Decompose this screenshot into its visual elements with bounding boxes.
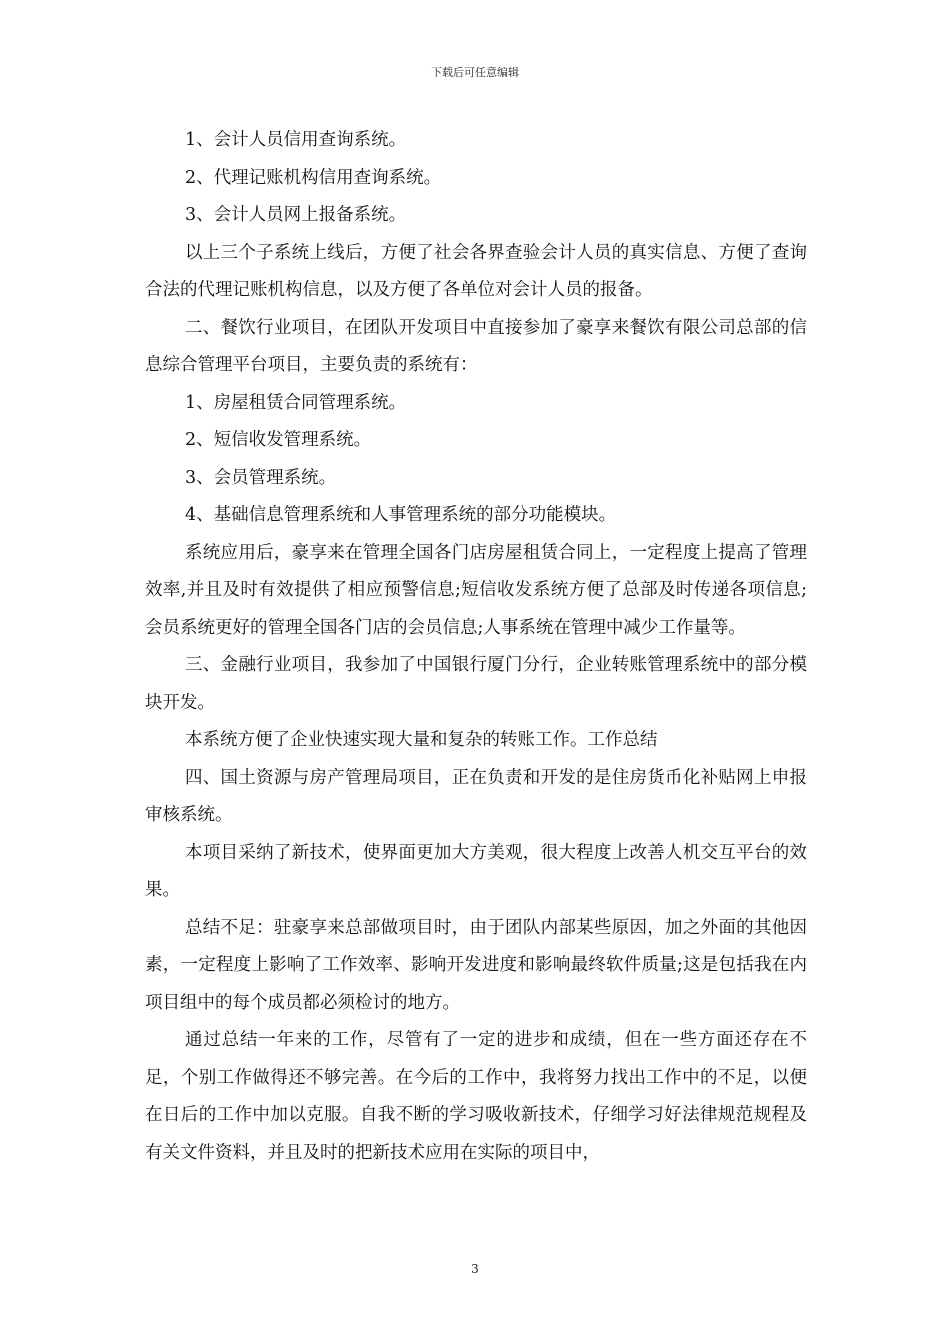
page-number: 3 (471, 1262, 479, 1276)
list-item-3: 3、会员管理系统。 (185, 467, 337, 488)
list-item-3: 3、会计人员网上报备系统。 (185, 205, 407, 225)
list-item-1: 1、会计人员信用查询系统。 (185, 130, 407, 150)
section-land-resources-project: 四、国土资源与房产管理局项目，正在负责和开发的是住房货币化补贴网上申报审核系统。 (145, 767, 807, 825)
list-item-2: 2、代理记账机构信用查询系统。 (185, 167, 442, 188)
paragraph-new-technology: 本项目采纳了新技术，使界面更加大方美观，很大程度上改善人机交互平台的效果。 (145, 842, 807, 900)
page-header: 下载后可任意编辑 (431, 66, 519, 79)
paragraph-summary-subsystems: 以上三个子系统上线后，方便了社会各界查验会计人员的真实信息、方便了查询合法的代理记账机构信息，以及方便了各单位对会计人员的报备。 (145, 242, 807, 300)
paragraph-year-review: 通过总结一年来的工作，尽管有了一定的进步和成绩，但在一些方面还存在不足，个别工作做得还不够完善。在今后的工作中，我将努力找出工作中的不足，以便在日后的工作中加以克服。自我不断的学习吸收新技术，仔细学习好法律规范规程及有关文件资料，并且及时的把新技术应用在实际的项目中， (145, 1030, 807, 1163)
paragraph-shortcomings: 总结不足：驻豪享来总部做项目时，由于团队内部某些原因，加之外面的其他因素，一定程度上影响了工作效率、影响开发进度和影响最终软件质量;这是包括我在内项目组中的每个成员都必须检讨的地方。 (145, 917, 807, 1013)
paragraph-system-effects: 系统应用后，豪享来在管理全国各门店房屋租赁合同上，一定程度上提高了管理效率,并且及时有效提供了相应预警信息;短信收发系统方便了总部及时传递各项信息;会员系统更好的管理全国各门店的会员信息;人事系统在管理中减少工作量等。 (145, 542, 807, 638)
list-item-1: 1、房屋租赁合同管理系统。 (185, 392, 407, 413)
document-body (145, 122, 807, 1172)
list-item-4: 4、基础信息管理系统和人事管理系统的部分功能模块。 (185, 505, 617, 525)
paragraph-transfer-system: 本系统方便了企业快速实现大量和复杂的转账工作。工作总结 (185, 730, 658, 750)
section-catering-project: 二、餐饮行业项目，在团队开发项目中直接参加了豪享来餐饮有限公司总部的信息综合管理平台项目，主要负责的系统有： (145, 317, 807, 375)
list-item-2: 2、短信收发管理系统。 (185, 430, 372, 450)
section-finance-project: 三、金融行业项目，我参加了中国银行厦门分行，企业转账管理系统中的部分模块开发。 (145, 655, 807, 713)
